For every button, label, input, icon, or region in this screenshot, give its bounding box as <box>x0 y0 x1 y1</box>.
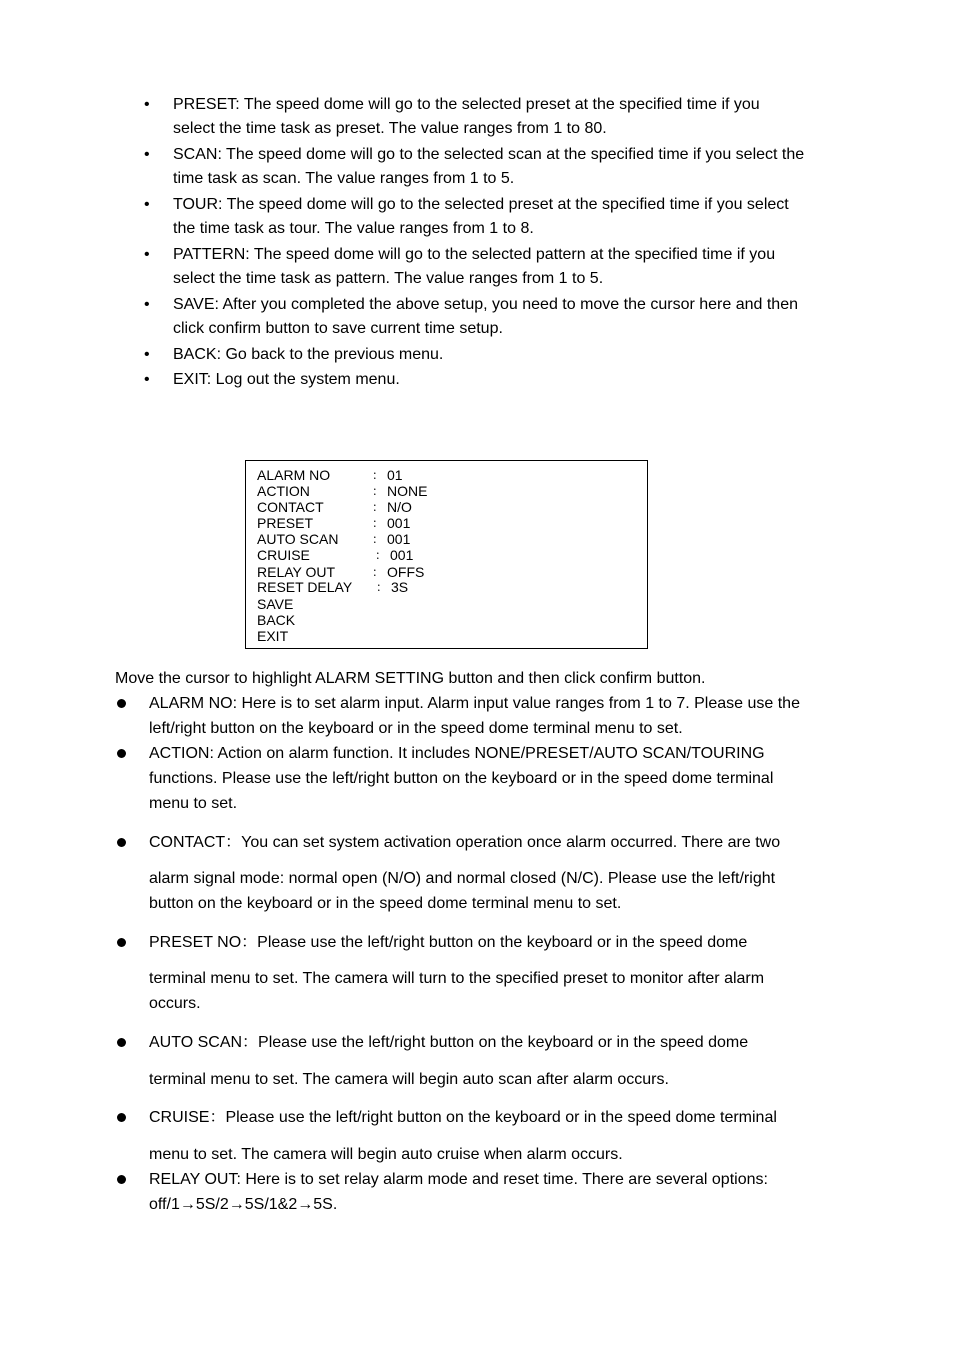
list-item-text: alarm signal mode: normal open (N/O) and normal closed (N/C). Please use the left/right <box>149 870 776 887</box>
list-item-text: TOUR: The speed dome will go to the selected preset at the specified time if you select <box>173 196 789 213</box>
list-item-text: PATTERN: The speed dome will go to the selected pattern at the specified time if you <box>173 246 776 263</box>
menu-label: PRESET <box>257 515 314 531</box>
list-item-text: RELAY OUT: Here is to set relay alarm mode and reset time. There are several options: <box>149 1171 768 1188</box>
list-item-text: menu to set. <box>149 795 238 812</box>
list-item-text: occurs. <box>149 995 201 1012</box>
list-item-text: SCAN: The speed dome will go to the selected scan at the specified time if you select the <box>173 146 805 163</box>
bullet-dot <box>117 1175 126 1184</box>
list-item-text: select the time task as preset. The value ranges from 1 to 80. <box>173 120 607 137</box>
menu-colon: ： <box>375 548 388 562</box>
list-item-text: terminal menu to set. The camera will begin auto scan after alarm occurs. <box>149 1071 669 1088</box>
menu-value: OFFS <box>387 564 425 580</box>
list-item-text: CRUISE：Please use the left/right button on the keyboard or in the speed dome terminal <box>149 1109 777 1126</box>
menu-label: RELAY OUT <box>257 564 336 580</box>
bullet-dot <box>117 749 126 758</box>
list-item-text: left/right button on the keyboard or in the speed dome terminal menu to set. <box>149 720 683 737</box>
list-item-text: SAVE: After you completed the above setup, you need to move the cursor here and then <box>173 296 798 313</box>
menu-label: RESET DELAY <box>257 579 353 595</box>
bullet-dot <box>117 699 126 708</box>
menu-value: NONE <box>387 483 428 499</box>
menu-label: ACTION <box>257 483 310 499</box>
list-item-text: PRESET: The speed dome will go to the selected preset at the specified time if you <box>173 96 760 113</box>
list-item-text: terminal menu to set. The camera will turn to the specified preset to monitor after alarm <box>149 970 765 987</box>
menu-value: 001 <box>387 531 411 547</box>
menu-value: 01 <box>387 467 403 483</box>
bullet-glyph: • <box>144 346 150 363</box>
menu-value: 001 <box>387 515 411 531</box>
menu-colon: ： <box>372 565 385 579</box>
bullet-glyph: • <box>144 146 150 163</box>
menu-label: EXIT <box>257 628 289 644</box>
list-item-text: menu to set. The camera will begin auto cruise when alarm occurs. <box>149 1146 623 1163</box>
list-item-text: CONTACT：You can set system activation operation once alarm occurred. There are two <box>149 834 781 851</box>
list-item-text: ACTION: Action on alarm function. It includes NONE/PRESET/AUTO SCAN/TOURING <box>149 745 765 762</box>
menu-label: SAVE <box>257 596 294 612</box>
bullet-glyph: • <box>144 371 150 388</box>
list-item-text: the time task as tour. The value ranges from 1 to 8. <box>173 220 534 237</box>
bullet-glyph: • <box>144 246 150 263</box>
menu-label: CONTACT <box>257 499 324 515</box>
menu-value: 3S <box>391 579 409 595</box>
menu-label: ALARM NO <box>257 467 331 483</box>
menu-colon: ： <box>372 484 385 498</box>
list-item-text: EXIT: Log out the system menu. <box>173 371 400 388</box>
list-item-text: AUTO SCAN：Please use the left/right button on the keyboard or in the speed dome <box>149 1034 749 1051</box>
list-item-text: BACK: Go back to the previous menu. <box>173 346 444 363</box>
list-item-text: click confirm button to save current time setup. <box>173 320 503 337</box>
bullet-dot <box>117 838 126 847</box>
bullet-dot <box>117 1113 126 1122</box>
menu-label: BACK <box>257 612 296 628</box>
intro-paragraph: Move the cursor to highlight ALARM SETTING button and then click confirm button. <box>115 670 706 687</box>
bullet-glyph: • <box>144 196 150 213</box>
menu-colon: ： <box>372 500 385 514</box>
menu-value: 001 <box>390 547 414 563</box>
menu-colon: ： <box>372 516 385 530</box>
menu-value: N/O <box>387 499 412 515</box>
menu-label: AUTO SCAN <box>257 531 339 547</box>
bullet-dot <box>117 938 126 947</box>
bullet-glyph: • <box>144 96 150 113</box>
menu-colon: ： <box>372 532 385 546</box>
list-item-text: time task as scan. The value ranges from 1 to 5. <box>173 170 515 187</box>
alarm-setting-menu <box>245 460 648 649</box>
bullet-glyph: • <box>144 296 150 313</box>
list-item-text: PRESET NO：Please use the left/right button on the keyboard or in the speed dome <box>149 934 748 951</box>
list-item-text: off/1→5S/2→5S/1&2→5S. <box>149 1196 338 1213</box>
list-item-text: functions. Please use the left/right button on the keyboard or in the speed dome terminal <box>149 770 774 787</box>
list-item-text: button on the keyboard or in the speed dome terminal menu to set. <box>149 895 622 912</box>
menu-colon: ： <box>372 468 385 482</box>
list-item-text: ALARM NO: Here is to set alarm input. Alarm input value ranges from 1 to 7. Please use the <box>149 695 800 712</box>
list-item-text: select the time task as pattern. The value ranges from 1 to 5. <box>173 270 604 287</box>
bullet-dot <box>117 1038 126 1047</box>
menu-colon: ： <box>376 580 389 594</box>
menu-label: CRUISE <box>257 547 310 563</box>
